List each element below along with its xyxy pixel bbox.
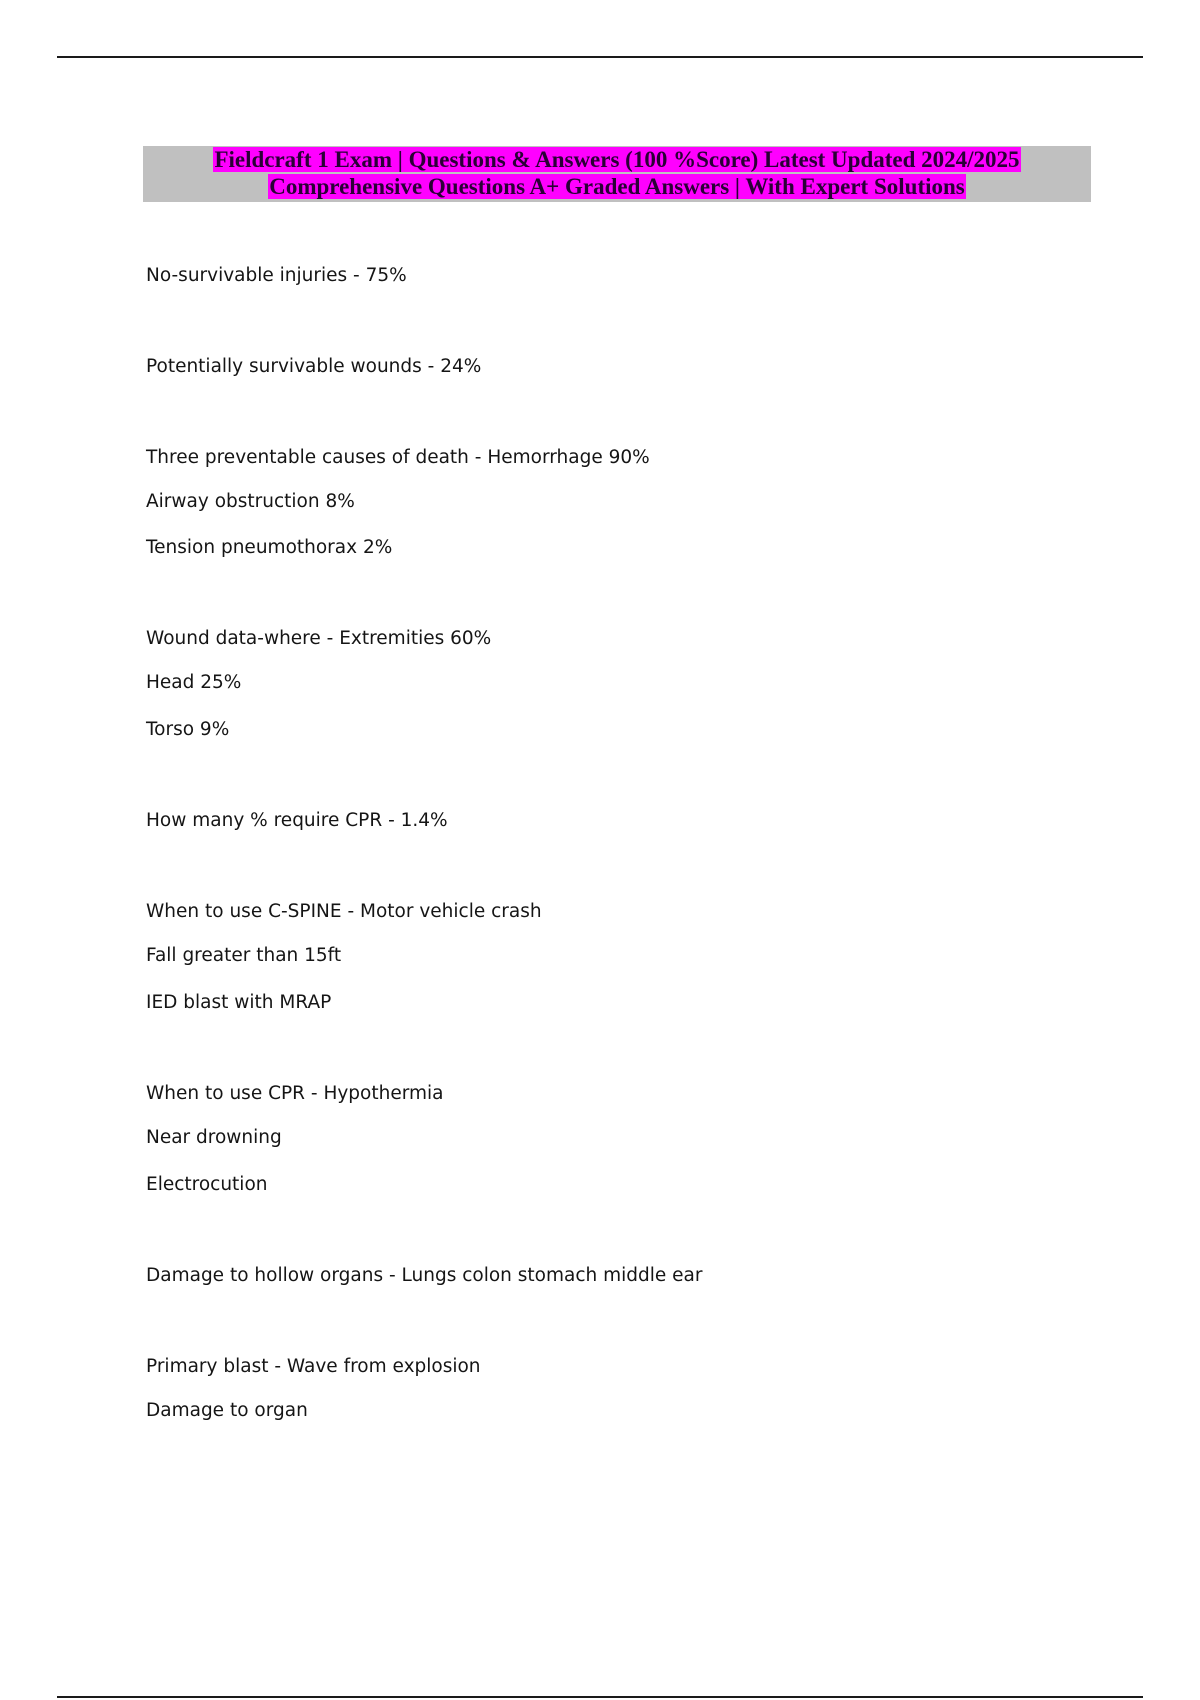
text-line: Damage to hollow organs - Lungs colon stomach middle ear [146,1265,703,1286]
text-line: Electrocution [146,1174,268,1195]
top-rule [57,56,1143,58]
text-line: Damage to organ [146,1400,308,1421]
text-line: IED blast with MRAP [146,992,332,1013]
text-line: How many % require CPR - 1.4% [146,810,448,831]
text-line: Three preventable causes of death - Hemorrhage 90% [146,447,650,468]
text-line: Wound data-where - Extremities 60% [146,628,492,649]
text-line: Tension pneumothorax 2% [146,537,393,558]
bottom-rule [57,1696,1143,1698]
text-line: Near drowning [146,1127,282,1148]
text-line: Airway obstruction 8% [146,491,355,512]
document-title-band [143,146,1091,202]
text-line: When to use CPR - Hypothermia [146,1083,444,1104]
text-line: Head 25% [146,672,242,693]
document-title-text-1: Fieldcraft 1 Exam | Questions & Answers (100 %Score) Latest Updated 2024/2025 [214,147,1020,172]
document-title-text-2: Comprehensive Questions A+ Graded Answers | With Expert Solutions [269,174,965,199]
text-line: Primary blast - Wave from explosion [146,1356,481,1377]
document-title-line-2 [143,173,1091,200]
text-line: When to use C-SPINE - Motor vehicle crash [146,901,542,922]
text-line: Torso 9% [146,719,230,740]
text-line: Potentially survivable wounds - 24% [146,356,482,377]
text-line: No-survivable injuries - 75% [146,265,407,286]
document-title-line-1 [143,146,1091,173]
text-line: Fall greater than 15ft [146,945,342,966]
